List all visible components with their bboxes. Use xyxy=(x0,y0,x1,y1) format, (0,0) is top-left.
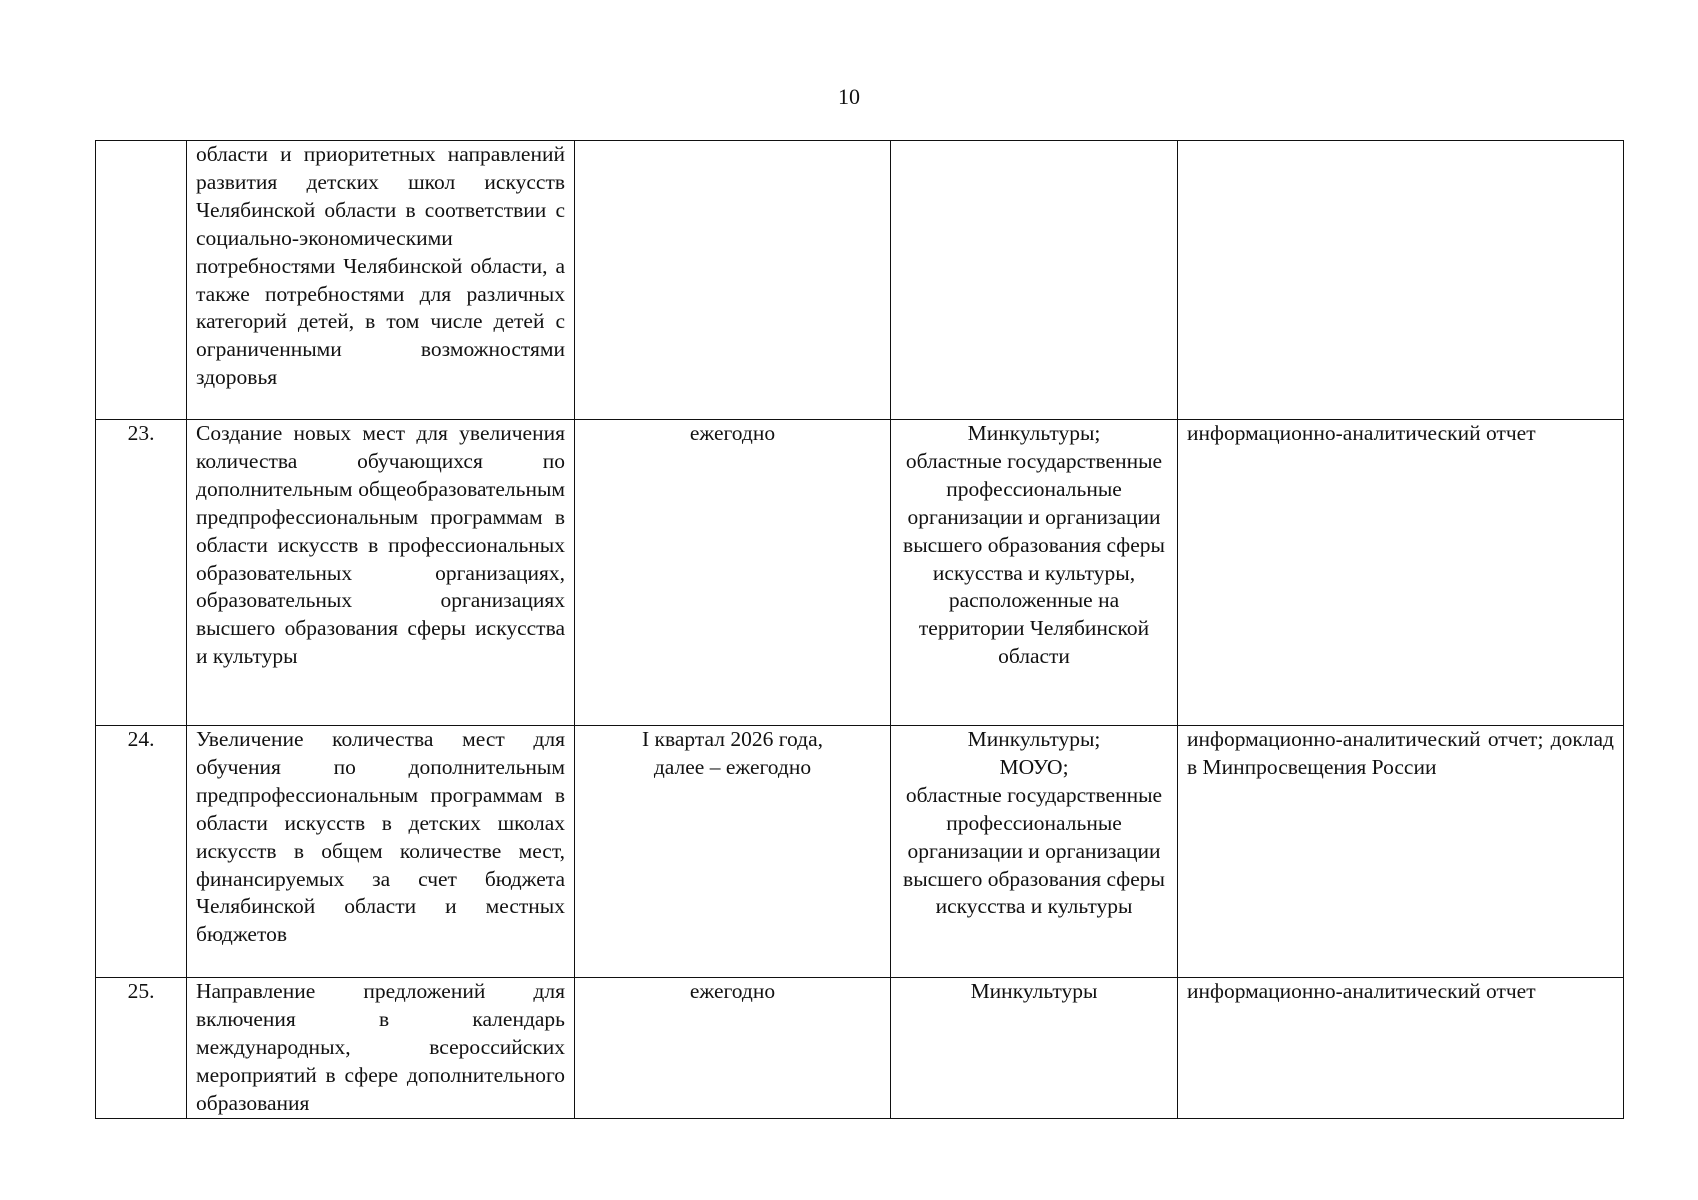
deadline-cell xyxy=(575,726,891,978)
expected-result: информационно-аналитический отчет xyxy=(1187,421,1536,445)
expected-result-cell xyxy=(1178,978,1624,1119)
deadline: ежегодно xyxy=(689,979,776,1003)
table-row xyxy=(96,726,1624,978)
responsible-cell xyxy=(891,978,1178,1119)
responsible-cell xyxy=(891,141,1178,420)
measure-name-cell xyxy=(187,726,575,978)
responsible: Минкультуры xyxy=(970,979,1098,1003)
page-number: 10 xyxy=(838,84,860,109)
row-number: 23. xyxy=(127,421,155,445)
row-number: 25. xyxy=(127,979,155,1003)
expected-result-cell xyxy=(1178,726,1624,978)
responsible: Минкультуры; МОУО; областные государственные профессиональные организации и организации высшего образования сферы искусства и культуры xyxy=(903,727,1165,919)
responsible: Минкультуры; областные государственные профессиональные организации и организации высшего образования сферы искусства и культуры, расположенные на территории Челябинской области xyxy=(903,421,1165,669)
expected-result: информационно-аналитический отчет; доклад в Минпросвещения России xyxy=(1187,727,1614,779)
row-number-cell xyxy=(96,420,187,726)
measure-name: области и приоритетных направлений развития детских школ искусств Челябинской области в соответствии с социально-экономическими потребностями Челябинской области, а также потребностями для различных категорий детей, в том числе детей с ограниченными возможностями здоровья xyxy=(196,142,565,390)
expected-result-cell xyxy=(1178,141,1624,420)
deadline: ежегодно xyxy=(689,421,776,445)
measure-name-cell xyxy=(187,978,575,1119)
expected-result: информационно-аналитический отчет xyxy=(1187,979,1536,1003)
table-row xyxy=(96,978,1624,1119)
measure-name: Создание новых мест для увеличения количества обучающихся по дополнительным общеобразовательным предпрофессиональным программам в области искусств в профессиональных образовательных организациях, образовательных организациях высшего образования сферы искусства и культуры xyxy=(196,421,565,669)
action-plan-table xyxy=(95,140,1624,1119)
expected-result-cell xyxy=(1178,420,1624,726)
row-number: 24. xyxy=(127,727,155,751)
measure-name: Увеличение количества мест для обучения по дополнительным предпрофессиональным программам в области искусств в детских школах искусств в общем количестве мест, финансируемых за счет бюджета Челябинской области и местных бюджетов xyxy=(196,727,565,947)
row-number-cell xyxy=(96,141,187,420)
measure-name-cell xyxy=(187,141,575,420)
deadline: I квартал 2026 года, далее – ежегодно xyxy=(642,727,823,779)
row-number-cell xyxy=(96,978,187,1119)
responsible-cell xyxy=(891,726,1178,978)
row-number-cell xyxy=(96,726,187,978)
table-row xyxy=(96,141,1624,420)
deadline-cell xyxy=(575,420,891,726)
responsible-cell xyxy=(891,420,1178,726)
deadline-cell xyxy=(575,978,891,1119)
deadline-cell xyxy=(575,141,891,420)
table-row xyxy=(96,420,1624,726)
measure-name: Направление предложений для включения в календарь международных, всероссийских мероприятий в сфере дополнительного образования xyxy=(196,979,565,1115)
measure-name-cell xyxy=(187,420,575,726)
